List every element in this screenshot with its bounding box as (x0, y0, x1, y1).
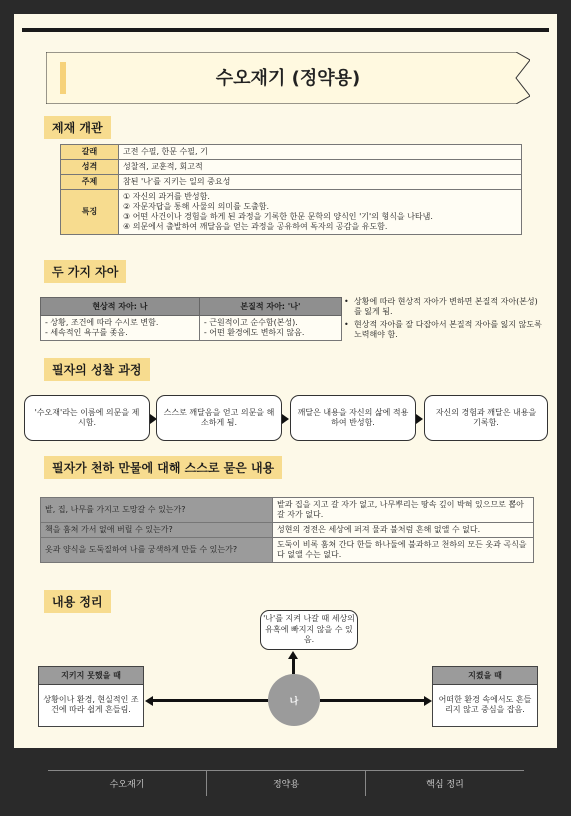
question-cell: 책을 훔쳐 가서 없애 버릴 수 있는가? (41, 523, 273, 538)
overview-table (60, 144, 522, 235)
column-header: 현상적 자아: 나 (41, 298, 200, 316)
page-title: 수오재기 (정약용) (215, 68, 361, 89)
footer-item: 정약용 (206, 771, 365, 796)
table-cell (41, 316, 200, 341)
section-heading-reflection: 필자의 성찰 과정 (44, 358, 150, 381)
cell-line: - 세속적인 욕구를 좇음. (45, 328, 128, 337)
table-row (41, 498, 534, 523)
footer-item: 핵심 정리 (365, 771, 524, 796)
footer (48, 770, 524, 796)
flow-step-4: 자신의 경험과 깨달은 내용을 기록함. (424, 395, 548, 441)
table-header-row (41, 298, 342, 316)
footer-item: 수오재기 (109, 780, 145, 790)
arrow-left-icon (145, 696, 153, 706)
arrow-right-icon (416, 414, 423, 424)
cell-line: - 어떤 환경에도 변하지 않음. (203, 328, 305, 337)
flow-step-3: 깨달은 내용을 자신의 삶에 적용하여 반성함. (290, 395, 416, 441)
table-row (41, 523, 534, 538)
questions-table (40, 497, 534, 563)
table-row (61, 175, 522, 190)
left-box-body: 상황이나 환경, 현실적인 조건에 따라 쉽게 흔들림. (43, 695, 139, 715)
question-cell: 옷과 양식을 도둑질하여 나를 궁색하게 만들 수 있는가? (41, 538, 273, 563)
row-value: 성찰적, 교훈적, 회고적 (119, 160, 522, 175)
flow-step-1: '수오재'라는 이름에 의문을 제시함. (24, 395, 150, 441)
list-item: • 현상적 자아를 잘 다잡아서 본질적 자아를 잃지 않도록 노력해야 함. (344, 320, 544, 341)
row-key: 갈래 (61, 145, 119, 160)
question-cell: 밭, 집, 나무를 가지고 도망갈 수 있는가? (41, 498, 273, 523)
answer-cell: 도둑이 비록 훔쳐 간다 한들 하나둘에 불과하고 천하의 모든 옷과 곡식을 다 없앨 수는 없다. (273, 538, 534, 563)
right-box-header: 지켰을 때 (433, 667, 537, 685)
row-key: 특징 (61, 190, 119, 235)
flow-step-2: 스스로 깨달음을 얻고 의문을 해소하게 됨. (156, 395, 282, 441)
section-heading-summary: 내용 정리 (44, 590, 111, 613)
left-box-header: 지키지 못했을 때 (39, 667, 143, 685)
section-heading-questions: 필자가 천하 만물에 대해 스스로 묻은 내용 (44, 456, 282, 479)
table-row (41, 538, 534, 563)
arrow-up-icon (288, 651, 298, 659)
column-header: 본질적 자아: '나' (199, 298, 341, 316)
row-value: 고전 수필, 한문 수필, 기 (119, 145, 522, 160)
row-value: 참된 '나'를 지키는 일의 중요성 (119, 175, 522, 190)
table-row (61, 190, 522, 235)
page (14, 14, 557, 748)
cell-line: - 근원적이고 순수함(본성). (203, 318, 298, 327)
answer-cell: 밭과 집을 지고 갈 자가 없고, 나무뿌리는 땅속 깊이 박혀 있으므로 뽑아 갈 자가 없다. (273, 498, 534, 523)
connector-line (152, 699, 268, 702)
two-selves-table (40, 297, 342, 341)
table-row (61, 160, 522, 175)
row-key: 주제 (61, 175, 119, 190)
feature-item: ② 자문자답을 통해 사물의 의미를 도출함. (123, 202, 270, 211)
arrow-right-icon (424, 696, 432, 706)
table-row (61, 145, 522, 160)
title-banner (46, 52, 530, 104)
feature-item: ③ 어떤 사건이나 경험을 하게 된 과정을 기록한 한문 문학의 양식인 '기'의 형식을 나타냄. (123, 212, 433, 221)
table-cell (199, 316, 341, 341)
feature-item: ① 자신의 과거를 반성함. (123, 192, 210, 201)
feature-item: ④ 의문에서 출발하여 깨달음을 얻는 과정을 공유하여 독자의 공감을 유도함. (123, 222, 388, 231)
list-item: • 상황에 따라 현상적 자아가 변하면 본질적 자아(본성)를 잃게 됨. (344, 297, 544, 318)
section-heading-overview: 제재 개관 (44, 116, 111, 139)
cell-line: - 상황, 조건에 따라 수시로 변함. (45, 318, 159, 327)
connector-line (292, 658, 295, 674)
right-box-body: 어떠한 환경 속에서도 흔들리지 않고 중심을 잡음. (438, 695, 532, 715)
section-heading-two-selves: 두 가지 자아 (44, 260, 126, 283)
two-selves-notes (344, 297, 544, 343)
center-circle: 나 (268, 674, 320, 726)
arrow-right-icon (282, 414, 289, 424)
table-row (41, 316, 342, 341)
left-box (38, 666, 144, 727)
answer-cell: 성현의 경전은 세상에 퍼져 물과 불처럼 흔해 없앨 수 없다. (273, 523, 534, 538)
connector-line (320, 699, 424, 702)
top-rule (22, 28, 549, 32)
top-bubble: '나'를 지켜 나갈 때 세상의 유혹에 빠지지 않을 수 있음. (260, 610, 358, 650)
right-box (432, 666, 538, 727)
row-key: 성격 (61, 160, 119, 175)
features-cell (119, 190, 522, 235)
